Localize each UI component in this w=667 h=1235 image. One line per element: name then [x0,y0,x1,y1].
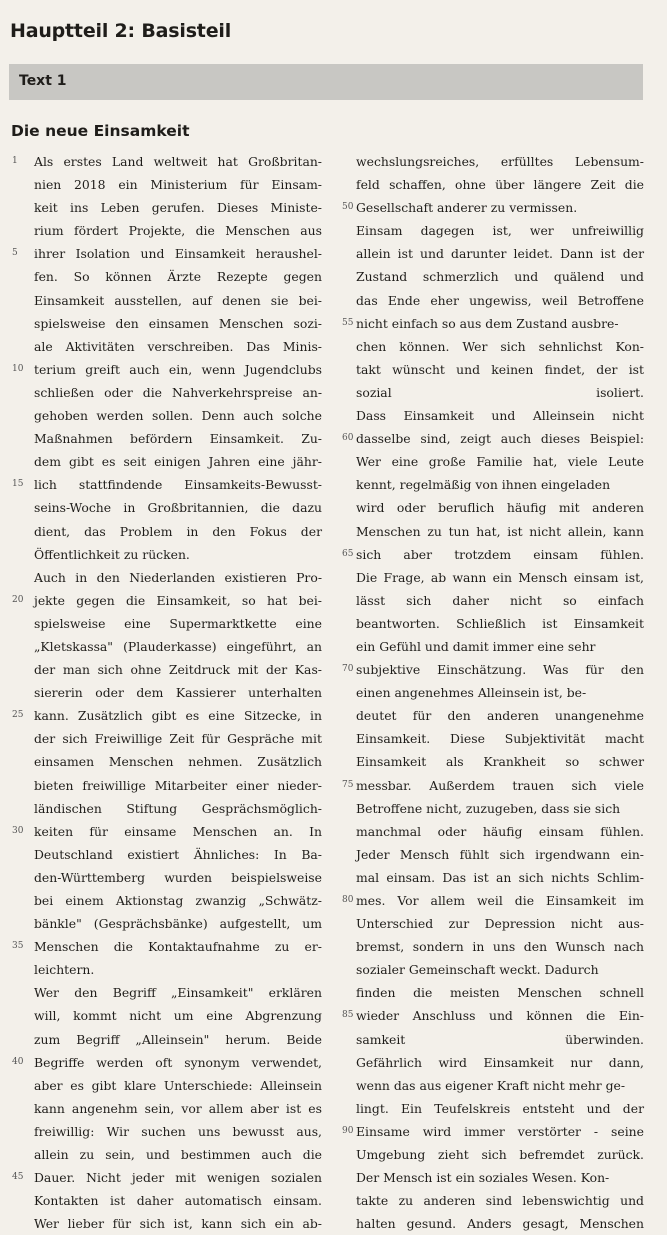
line-number: 1 [12,156,18,166]
text-line [356,289,644,312]
text-line [34,173,322,196]
text-line [12,589,322,612]
line-number: 25 [12,710,24,721]
line-text: Gesellschaft anderer zu vermissen. [356,200,578,216]
line-text: deutet für den anderen unangenehme [356,708,644,724]
text-line [34,843,322,866]
line-text: einsamen Menschen nehmen. Zusätzlich [34,754,322,770]
text-line [12,935,322,958]
line-text: will, kommt nicht um eine Abgrenzung [34,1008,322,1024]
line-number: 90 [342,1125,354,1136]
line-text: Umgebung zieht sich befremdet zurück. [356,1147,644,1163]
section-banner [9,64,643,100]
line-text: fen. So können Ärzte Rezepte gegen [34,269,322,285]
line-text: ländischen Stiftung Gesprächsmöglich- [34,800,322,816]
text-line [12,150,322,173]
line-text: Menschen die Kontaktaufnahme zu er- [34,939,322,955]
text-line [356,1166,644,1189]
line-text: bremst, sondern in uns den Wunsch nach [356,939,644,955]
text-line [34,566,322,589]
line-text: Unterschied zur Depression nicht aus- [356,916,644,932]
line-number: 55 [342,317,354,328]
text-line [12,358,322,381]
line-text: rium fördert Projekte, die Menschen aus [34,223,322,239]
line-text: Deutschland existiert Ähnliches: In Ba- [34,846,322,862]
line-text: chen können. Wer sich sehnlichst Kon- [356,338,644,354]
text-line [34,1028,322,1051]
text-line [356,727,644,750]
text-line [356,797,644,820]
line-text: Maßnahmen befördern Einsamkeit. Zu- [34,431,322,447]
line-text: Der Mensch ist ein soziales Wesen. Kon- [356,1170,610,1186]
text-line [34,1074,322,1097]
line-text: Öffentlichkeit zu rücken. [34,546,190,562]
text-line [356,1028,644,1051]
text-line [356,566,644,589]
text-line [342,658,644,681]
line-text: Betroffene nicht, zuzugeben, dass sie sich [356,800,621,816]
line-text: freiwillig: Wir suchen uns bewusst aus, [34,1123,322,1139]
line-number: 60 [342,433,354,444]
line-text: kennt, regelmäßig von ihnen eingeladen [356,477,611,493]
line-text: wird oder beruflich häufig mit anderen [356,500,644,516]
text-line [356,1051,644,1074]
line-text: spielsweise eine Supermarktkette eine [34,615,322,631]
line-text: takt wünscht und keinen findet, der ist [356,361,644,377]
line-text: Einsamkeit als Krankheit so schwer [356,754,644,770]
line-text: Begriffe werden oft synonym verwendet, [34,1054,322,1070]
text-line [34,427,322,450]
line-text: sozial isoliert. [356,384,644,400]
text-line [356,1097,644,1120]
text-line [34,1212,322,1235]
text-line [356,843,644,866]
text-line [356,589,644,612]
text-line [34,681,322,704]
line-text: finden die meisten Menschen schnell [356,985,644,1001]
right-text-column [342,150,644,1235]
line-text: dasselbe sind, zeigt auch dieses Beispiel: [356,431,644,447]
text-line [34,727,322,750]
line-number: 65 [342,548,354,559]
text-line [12,1166,322,1189]
text-line [34,774,322,797]
line-number: 75 [342,779,354,790]
line-number: 85 [342,1010,354,1021]
page-title: Hauptteil 2: Basisteil [10,20,232,42]
line-text: wieder Anschluss und können die Ein- [356,1008,644,1024]
text-line [356,450,644,473]
line-text: Wer eine große Familie hat, viele Leute [356,454,644,470]
line-text: nicht einfach so aus dem Zustand ausbre- [356,315,619,331]
text-line [356,935,644,958]
text-line [356,1143,644,1166]
line-text: keiten für einsame Menschen an. In [34,823,322,839]
text-line [356,635,644,658]
text-line [34,1120,322,1143]
line-text: takte zu anderen sind lebenswichtig und [356,1193,644,1209]
text-line [342,1120,644,1143]
line-text: beantworten. Schließlich ist Einsamkeit [356,615,644,631]
line-text: sich aber trotzdem einsam fühlen. [356,546,644,562]
text-line [356,496,644,519]
line-text: Zustand schmerzlich und quälend und [356,269,644,285]
line-text: wechslungsreiches, erfülltes Lebensum- [356,154,644,169]
text-line [34,289,322,312]
line-text: lich stattfindende Einsamkeits-Bewusst- [34,477,322,493]
line-text: bei einem Aktionstag zwanzig „Schwätz- [34,893,322,908]
line-number: 35 [12,941,24,952]
line-text: dient, das Problem in den Fokus der [34,523,322,539]
text-line [34,312,322,335]
line-text: mal einsam. Das ist an sich nichts Schlim- [356,869,644,885]
text-line [34,635,322,658]
line-text: allein zu sein, und bestimmen auch die [34,1147,322,1163]
line-text: Menschen zu tun hat, ist nicht allein, kann [356,523,644,539]
line-text: kann angenehm sein, vor allem aber ist es [34,1100,322,1116]
line-text: Kontakten ist daher automatisch einsam. [34,1193,322,1209]
text-line [356,1212,644,1235]
text-line [34,496,322,519]
text-line [356,1189,644,1212]
line-text: samkeit überwinden. [356,1031,644,1047]
line-text: Als erstes Land weltweit hat Großbritan- [34,154,322,169]
line-text: spielsweise den einsamen Menschen sozi- [34,315,322,331]
text-line [342,1004,644,1027]
line-text: ein Gefühl und damit immer eine sehr [356,638,596,654]
line-text: Einsamkeit ausstellen, auf denen sie bei- [34,292,322,308]
text-line [356,681,644,704]
line-text: lingt. Ein Teufelskreis entsteht und der [356,1100,644,1116]
text-line [356,704,644,727]
line-text: Die Frage, ab wann ein Mensch einsam ist, [356,569,644,585]
text-line [34,658,322,681]
text-line [34,866,322,889]
line-text: nien 2018 ein Ministerium für Einsam- [34,177,322,193]
line-text: der man sich ohne Zeitdruck mit der Kas- [34,662,322,678]
text-line [34,335,322,358]
line-text: manchmal oder häufig einsam fühlen. [356,823,644,839]
line-text: Gefährlich wird Einsamkeit nur dann, [356,1054,644,1070]
text-line [34,612,322,635]
line-text: allein ist und darunter leidet. Dann ist der [356,246,644,262]
line-text: ihrer Isolation und Einsamkeit heraushel- [34,246,322,262]
line-text: jekte gegen die Einsamkeit, so hat bei- [34,592,322,608]
text-line [34,750,322,773]
text-line [356,912,644,935]
line-number: 5 [12,248,18,259]
line-text: bänkle" (Gesprächsbänke) aufgestellt, um [34,916,322,932]
text-line [34,219,322,242]
text-line [34,196,322,219]
text-line [34,404,322,427]
line-number: 70 [342,664,354,675]
line-number: 50 [342,202,354,213]
line-text: Einsamkeit. Diese Subjektivität macht [356,731,644,747]
line-text: kann. Zusätzlich gibt es eine Sitzecke, in [34,708,322,724]
text-line [356,381,644,404]
text-line [34,797,322,820]
text-line [12,820,322,843]
line-text: das Ende eher ungewiss, weil Betroffene [356,292,644,308]
text-line [356,404,644,427]
line-text: siererin oder dem Kassierer unterhalten [34,685,322,701]
text-line [342,312,644,335]
line-text: seins-Woche in Großbritannien, die dazu [34,500,322,516]
article-title: Die neue Einsamkeit [11,122,190,140]
text-line [12,473,322,496]
text-line [34,1097,322,1120]
line-text: schließen oder die Nahverkehrspreise an- [34,384,322,400]
line-text: Einsam dagegen ist, wer unfreiwillig [356,223,644,239]
text-line [34,450,322,473]
line-text: wenn das aus eigener Kraft nicht mehr ge- [356,1077,626,1093]
line-text: den-Württemberg wurden beispielsweise [34,869,322,885]
text-line [34,1189,322,1212]
text-line [356,473,644,496]
text-line [356,750,644,773]
line-text: Wer lieber für sich ist, kann sich ein ab- [34,1216,322,1232]
text-line [356,958,644,981]
text-line [356,612,644,635]
line-text: bieten freiwillige Mitarbeiter einer nieder- [34,777,322,793]
text-line [356,358,644,381]
line-text: Jeder Mensch fühlt sich irgendwann ein- [356,846,644,862]
line-text: aber es gibt klare Unterschiede: Alleinsein [34,1077,322,1093]
line-text: Auch in den Niederlanden existieren Pro- [34,569,322,585]
line-text: keit ins Leben gerufen. Dieses Ministe- [34,200,322,216]
text-line [12,1051,322,1074]
line-text: leichtern. [34,962,95,978]
line-number: 30 [12,825,24,836]
text-line [342,196,644,219]
line-text: Wer den Begriff „Einsamkeit" erklären [34,985,322,1001]
line-number: 80 [342,895,354,905]
text-line [356,150,644,173]
line-text: feld schaffen, ohne über längere Zeit die [356,177,644,193]
line-text: mes. Vor allem weil die Einsamkeit im [356,893,644,908]
line-text: halten gesund. Anders gesagt, Menschen [356,1216,644,1232]
text-line [356,242,644,265]
text-line [356,265,644,288]
text-line [342,889,644,912]
text-line [356,219,644,242]
text-line [34,520,322,543]
line-number: 45 [12,1172,24,1183]
line-text: einen angenehmes Alleinsein ist, be- [356,685,587,701]
line-text: terium greift auch ein, wenn Jugendclubs [34,361,322,377]
line-text: gehoben werden sollen. Denn auch solche [34,408,322,424]
text-line [34,958,322,981]
text-line [356,866,644,889]
text-line [356,173,644,196]
text-line [34,981,322,1004]
line-number: 15 [12,479,24,490]
line-number: 20 [12,594,24,605]
text-line [342,543,644,566]
text-line [34,889,322,912]
text-line [342,774,644,797]
line-text: subjektive Einschätzung. Was für den [356,662,644,678]
line-text: „Kletskassa" (Plauderkasse) eingeführt, an [34,638,322,654]
section-label: Text 1 [19,73,67,89]
line-text: Dauer. Nicht jeder mit wenigen sozialen [34,1170,322,1186]
text-line [356,335,644,358]
line-text: lässt sich daher nicht so einfach [356,592,644,608]
text-line [34,1004,322,1027]
text-line [34,381,322,404]
line-number: 40 [12,1056,24,1067]
text-line [34,912,322,935]
line-text: messbar. Außerdem trauen sich viele [356,777,644,793]
left-text-column [12,150,322,1235]
line-text: zum Begriff „Alleinsein" herum. Beide [34,1031,322,1047]
text-line [34,1143,322,1166]
text-line [12,704,322,727]
text-line [356,1074,644,1097]
text-line [34,265,322,288]
text-line [34,543,322,566]
line-text: Einsame wird immer verstörter - seine [356,1123,644,1139]
line-text: ale Aktivitäten verschreiben. Das Minis- [34,338,322,354]
text-line [342,427,644,450]
line-number: 10 [12,363,24,374]
line-text: sozialer Gemeinschaft weckt. Dadurch [356,962,599,978]
line-text: Dass Einsamkeit und Alleinsein nicht [356,408,644,424]
text-line [356,520,644,543]
line-text: dem gibt es seit einigen Jahren eine jähr- [34,454,322,470]
text-line [356,981,644,1004]
text-line [356,820,644,843]
line-text: der sich Freiwillige Zeit für Gespräche mit [34,731,322,747]
text-line [12,242,322,265]
